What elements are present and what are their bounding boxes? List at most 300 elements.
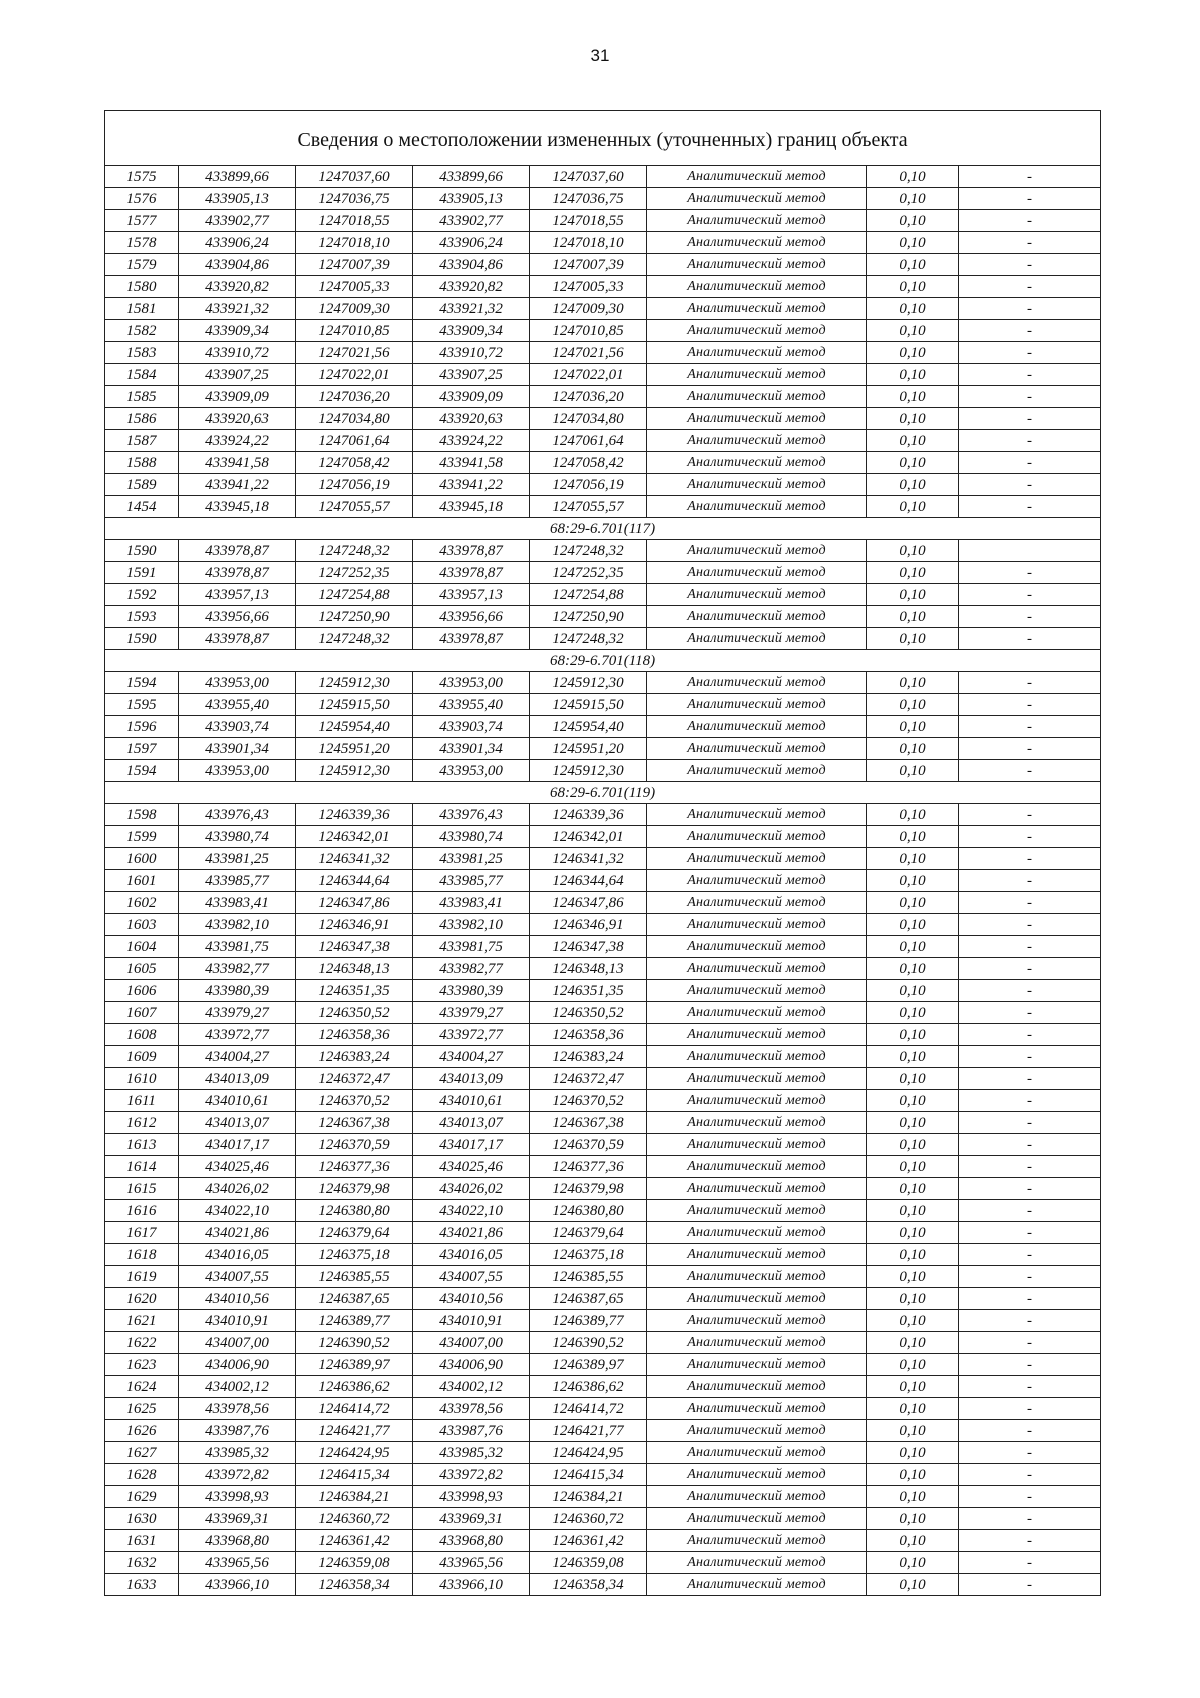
accuracy-cell: 0,10 [867,188,959,210]
x-new-cell: 433978,87 [413,628,530,650]
point-number-cell: 1609 [105,1046,179,1068]
y-old-cell: 1246348,13 [296,958,413,980]
note-cell: - [959,1398,1101,1420]
point-number-cell: 1577 [105,210,179,232]
y-new-cell: 1245951,20 [530,738,647,760]
note-cell: - [959,1332,1101,1354]
x-old-cell: 433982,10 [179,914,296,936]
y-old-cell: 1247021,56 [296,342,413,364]
method-cell: Аналитический метод [647,210,867,232]
x-old-cell: 434007,00 [179,1332,296,1354]
method-cell: Аналитический метод [647,606,867,628]
method-cell: Аналитический метод [647,1222,867,1244]
accuracy-cell: 0,10 [867,848,959,870]
table-row [105,1288,1101,1310]
note-cell: - [959,298,1101,320]
y-new-cell: 1247018,10 [530,232,647,254]
table-row [105,606,1101,628]
x-new-cell: 433920,82 [413,276,530,298]
y-new-cell: 1245954,40 [530,716,647,738]
note-cell: - [959,606,1101,628]
x-old-cell: 434010,61 [179,1090,296,1112]
method-cell: Аналитический метод [647,892,867,914]
y-old-cell: 1247018,10 [296,232,413,254]
x-new-cell: 433985,32 [413,1442,530,1464]
point-number-cell: 1594 [105,760,179,782]
x-new-cell: 433906,24 [413,232,530,254]
x-old-cell: 433941,22 [179,474,296,496]
point-number-cell: 1610 [105,1068,179,1090]
y-old-cell: 1246344,64 [296,870,413,892]
table-row [105,1552,1101,1574]
note-cell: - [959,452,1101,474]
point-number-cell: 1587 [105,430,179,452]
y-old-cell: 1247022,01 [296,364,413,386]
point-number-cell: 1592 [105,584,179,606]
table-row [105,452,1101,474]
accuracy-cell: 0,10 [867,958,959,980]
accuracy-cell: 0,10 [867,474,959,496]
point-number-cell: 1596 [105,716,179,738]
point-number-cell: 1590 [105,540,179,562]
table-row [105,1442,1101,1464]
x-old-cell: 433972,82 [179,1464,296,1486]
y-old-cell: 1246415,34 [296,1464,413,1486]
method-cell: Аналитический метод [647,496,867,518]
accuracy-cell: 0,10 [867,254,959,276]
method-cell: Аналитический метод [647,1266,867,1288]
note-cell: - [959,166,1101,188]
accuracy-cell: 0,10 [867,1486,959,1508]
x-new-cell: 433972,82 [413,1464,530,1486]
accuracy-cell: 0,10 [867,1442,959,1464]
table-title: Сведения о местоположении измененных (уточненных) границ объекта [105,111,1101,166]
method-cell: Аналитический метод [647,1486,867,1508]
accuracy-cell: 0,10 [867,540,959,562]
x-old-cell: 433969,31 [179,1508,296,1530]
method-cell: Аналитический метод [647,430,867,452]
x-new-cell: 434007,55 [413,1266,530,1288]
table-row [105,1112,1101,1134]
y-old-cell: 1246389,97 [296,1354,413,1376]
method-cell: Аналитический метод [647,452,867,474]
y-new-cell: 1246377,36 [530,1156,647,1178]
point-number-cell: 1619 [105,1266,179,1288]
y-old-cell: 1246361,42 [296,1530,413,1552]
method-cell: Аналитический метод [647,342,867,364]
accuracy-cell: 0,10 [867,1156,959,1178]
note-cell: - [959,276,1101,298]
note-cell: - [959,408,1101,430]
method-cell: Аналитический метод [647,1354,867,1376]
table-row [105,1090,1101,1112]
method-cell: Аналитический метод [647,826,867,848]
x-old-cell: 433978,56 [179,1398,296,1420]
table-row [105,540,1101,562]
method-cell: Аналитический метод [647,1442,867,1464]
x-new-cell: 433907,25 [413,364,530,386]
note-cell: - [959,386,1101,408]
y-old-cell: 1246342,01 [296,826,413,848]
x-new-cell: 433899,66 [413,166,530,188]
x-old-cell: 434021,86 [179,1222,296,1244]
y-new-cell: 1247037,60 [530,166,647,188]
y-new-cell: 1247007,39 [530,254,647,276]
accuracy-cell: 0,10 [867,760,959,782]
point-number-cell: 1578 [105,232,179,254]
y-old-cell: 1246351,35 [296,980,413,1002]
method-cell: Аналитический метод [647,1464,867,1486]
method-cell: Аналитический метод [647,408,867,430]
x-new-cell: 434022,10 [413,1200,530,1222]
x-old-cell: 433953,00 [179,672,296,694]
note-cell: - [959,694,1101,716]
method-cell: Аналитический метод [647,254,867,276]
x-new-cell: 433983,41 [413,892,530,914]
x-new-cell: 433953,00 [413,760,530,782]
x-old-cell: 433910,72 [179,342,296,364]
y-old-cell: 1247055,57 [296,496,413,518]
point-number-cell: 1575 [105,166,179,188]
x-old-cell: 433978,87 [179,628,296,650]
table-row [105,914,1101,936]
accuracy-cell: 0,10 [867,1068,959,1090]
y-old-cell: 1246390,52 [296,1332,413,1354]
method-cell: Аналитический метод [647,1376,867,1398]
x-old-cell: 434007,55 [179,1266,296,1288]
note-cell: - [959,936,1101,958]
table-row [105,430,1101,452]
x-new-cell: 433968,80 [413,1530,530,1552]
method-cell: Аналитический метод [647,188,867,210]
table-row [105,1134,1101,1156]
table-row [105,188,1101,210]
method-cell: Аналитический метод [647,1024,867,1046]
note-cell: - [959,870,1101,892]
y-new-cell: 1247248,32 [530,540,647,562]
note-cell: - [959,1552,1101,1574]
x-old-cell: 433982,77 [179,958,296,980]
table-row [105,1222,1101,1244]
x-new-cell: 433982,77 [413,958,530,980]
table-row [105,496,1101,518]
note-cell: - [959,342,1101,364]
table-row [105,892,1101,914]
accuracy-cell: 0,10 [867,1244,959,1266]
y-old-cell: 1246339,36 [296,804,413,826]
table-row [105,1486,1101,1508]
x-new-cell: 433953,00 [413,672,530,694]
y-new-cell: 1246351,35 [530,980,647,1002]
table-row [105,628,1101,650]
group-label: 68:29-6.701(119) [105,782,1101,804]
y-old-cell: 1246386,62 [296,1376,413,1398]
note-cell: - [959,496,1101,518]
accuracy-cell: 0,10 [867,1420,959,1442]
table-row [105,826,1101,848]
note-cell: - [959,430,1101,452]
table-row [105,166,1101,188]
method-cell: Аналитический метод [647,1508,867,1530]
accuracy-cell: 0,10 [867,320,959,342]
y-new-cell: 1246383,24 [530,1046,647,1068]
accuracy-cell: 0,10 [867,210,959,232]
method-cell: Аналитический метод [647,1310,867,1332]
x-old-cell: 433945,18 [179,496,296,518]
point-number-cell: 1605 [105,958,179,980]
table-row [105,364,1101,386]
note-cell: - [959,232,1101,254]
y-old-cell: 1246370,52 [296,1090,413,1112]
note-cell: - [959,320,1101,342]
x-old-cell: 433980,74 [179,826,296,848]
point-number-cell: 1613 [105,1134,179,1156]
accuracy-cell: 0,10 [867,1222,959,1244]
y-new-cell: 1246379,64 [530,1222,647,1244]
table-row [105,1376,1101,1398]
point-number-cell: 1632 [105,1552,179,1574]
x-new-cell: 434010,61 [413,1090,530,1112]
table-row [105,386,1101,408]
note-cell: - [959,958,1101,980]
method-cell: Аналитический метод [647,1552,867,1574]
accuracy-cell: 0,10 [867,1530,959,1552]
accuracy-cell: 0,10 [867,1552,959,1574]
note-cell: - [959,584,1101,606]
x-new-cell: 433956,66 [413,606,530,628]
note-cell: - [959,1574,1101,1596]
accuracy-cell: 0,10 [867,1398,959,1420]
y-old-cell: 1247007,39 [296,254,413,276]
y-old-cell: 1246372,47 [296,1068,413,1090]
accuracy-cell: 0,10 [867,826,959,848]
point-number-cell: 1612 [105,1112,179,1134]
table-row [105,298,1101,320]
table-row [105,870,1101,892]
note-cell: - [959,672,1101,694]
point-number-cell: 1583 [105,342,179,364]
accuracy-cell: 0,10 [867,408,959,430]
group-label: 68:29-6.701(117) [105,518,1101,540]
y-new-cell: 1246415,34 [530,1464,647,1486]
x-new-cell: 433978,56 [413,1398,530,1420]
x-new-cell: 433981,75 [413,936,530,958]
note-cell: - [959,1178,1101,1200]
x-old-cell: 434013,09 [179,1068,296,1090]
method-cell: Аналитический метод [647,1090,867,1112]
method-cell: Аналитический метод [647,980,867,1002]
x-new-cell: 433987,76 [413,1420,530,1442]
note-cell: - [959,980,1101,1002]
method-cell: Аналитический метод [647,914,867,936]
table-row [105,936,1101,958]
table-row [105,1244,1101,1266]
note-cell: - [959,760,1101,782]
method-cell: Аналитический метод [647,1178,867,1200]
note-cell [959,540,1101,562]
y-new-cell: 1245912,30 [530,672,647,694]
x-old-cell: 433955,40 [179,694,296,716]
note-cell: - [959,1068,1101,1090]
point-number-cell: 1627 [105,1442,179,1464]
y-new-cell: 1246367,38 [530,1112,647,1134]
x-new-cell: 433909,34 [413,320,530,342]
point-number-cell: 1586 [105,408,179,430]
x-new-cell: 433905,13 [413,188,530,210]
y-new-cell: 1246389,77 [530,1310,647,1332]
y-old-cell: 1246414,72 [296,1398,413,1420]
x-new-cell: 433998,93 [413,1486,530,1508]
table-row [105,1002,1101,1024]
table-row [105,1574,1101,1596]
accuracy-cell: 0,10 [867,1200,959,1222]
x-old-cell: 433899,66 [179,166,296,188]
x-new-cell: 434010,56 [413,1288,530,1310]
x-old-cell: 433981,25 [179,848,296,870]
method-cell: Аналитический метод [647,694,867,716]
point-number-cell: 1618 [105,1244,179,1266]
accuracy-cell: 0,10 [867,584,959,606]
x-old-cell: 433920,82 [179,276,296,298]
x-old-cell: 433921,32 [179,298,296,320]
table-row [105,1310,1101,1332]
x-old-cell: 434013,07 [179,1112,296,1134]
method-cell: Аналитический метод [647,936,867,958]
x-new-cell: 434021,86 [413,1222,530,1244]
x-new-cell: 433965,56 [413,1552,530,1574]
y-new-cell: 1246375,18 [530,1244,647,1266]
x-new-cell: 433902,77 [413,210,530,232]
method-cell: Аналитический метод [647,1288,867,1310]
note-cell: - [959,826,1101,848]
x-new-cell: 433921,32 [413,298,530,320]
y-old-cell: 1246379,98 [296,1178,413,1200]
point-number-cell: 1603 [105,914,179,936]
method-cell: Аналитический метод [647,870,867,892]
point-number-cell: 1623 [105,1354,179,1376]
point-number-cell: 1620 [105,1288,179,1310]
method-cell: Аналитический метод [647,1200,867,1222]
accuracy-cell: 0,10 [867,1046,959,1068]
note-cell: - [959,1046,1101,1068]
table-body [105,166,1101,1596]
method-cell: Аналитический метод [647,562,867,584]
x-new-cell: 433941,22 [413,474,530,496]
table-row [105,1332,1101,1354]
accuracy-cell: 0,10 [867,276,959,298]
accuracy-cell: 0,10 [867,694,959,716]
point-number-cell: 1629 [105,1486,179,1508]
note-cell: - [959,1288,1101,1310]
accuracy-cell: 0,10 [867,1288,959,1310]
y-old-cell: 1246346,91 [296,914,413,936]
accuracy-cell: 0,10 [867,386,959,408]
point-number-cell: 1581 [105,298,179,320]
x-new-cell: 433985,77 [413,870,530,892]
x-old-cell: 433978,87 [179,562,296,584]
x-new-cell: 434006,90 [413,1354,530,1376]
accuracy-cell: 0,10 [867,1354,959,1376]
y-new-cell: 1247055,57 [530,496,647,518]
x-old-cell: 434022,10 [179,1200,296,1222]
x-new-cell: 433941,58 [413,452,530,474]
table-row [105,1200,1101,1222]
x-new-cell: 433979,27 [413,1002,530,1024]
x-old-cell: 433985,32 [179,1442,296,1464]
note-cell: - [959,364,1101,386]
y-new-cell: 1246358,34 [530,1574,647,1596]
x-old-cell: 433924,22 [179,430,296,452]
x-new-cell: 433909,09 [413,386,530,408]
method-cell: Аналитический метод [647,276,867,298]
y-new-cell: 1247021,56 [530,342,647,364]
y-new-cell: 1247009,30 [530,298,647,320]
x-new-cell: 433903,74 [413,716,530,738]
point-number-cell: 1593 [105,606,179,628]
method-cell: Аналитический метод [647,1068,867,1090]
point-number-cell: 1601 [105,870,179,892]
table-row [105,1178,1101,1200]
accuracy-cell: 0,10 [867,298,959,320]
y-old-cell: 1245954,40 [296,716,413,738]
table-row [105,760,1101,782]
y-old-cell: 1245915,50 [296,694,413,716]
point-number-cell: 1585 [105,386,179,408]
accuracy-cell: 0,10 [867,1002,959,1024]
method-cell: Аналитический метод [647,716,867,738]
y-new-cell: 1247005,33 [530,276,647,298]
method-cell: Аналитический метод [647,1420,867,1442]
note-cell: - [959,1222,1101,1244]
y-old-cell: 1246377,36 [296,1156,413,1178]
point-number-cell: 1602 [105,892,179,914]
point-number-cell: 1595 [105,694,179,716]
y-old-cell: 1246424,95 [296,1442,413,1464]
note-cell: - [959,1024,1101,1046]
x-old-cell: 433909,34 [179,320,296,342]
table-row [105,958,1101,980]
x-old-cell: 433957,13 [179,584,296,606]
point-number-cell: 1624 [105,1376,179,1398]
point-number-cell: 1630 [105,1508,179,1530]
group-header-row [105,518,1101,540]
point-number-cell: 1600 [105,848,179,870]
note-cell: - [959,1420,1101,1442]
y-old-cell: 1246380,80 [296,1200,413,1222]
x-old-cell: 433920,63 [179,408,296,430]
method-cell: Аналитический метод [647,672,867,694]
note-cell: - [959,914,1101,936]
x-new-cell: 434013,07 [413,1112,530,1134]
note-cell: - [959,738,1101,760]
accuracy-cell: 0,10 [867,1574,959,1596]
note-cell: - [959,1200,1101,1222]
x-new-cell: 434025,46 [413,1156,530,1178]
x-new-cell: 434016,05 [413,1244,530,1266]
table-row [105,232,1101,254]
y-new-cell: 1245912,30 [530,760,647,782]
x-old-cell: 434026,02 [179,1178,296,1200]
x-new-cell: 434002,12 [413,1376,530,1398]
x-old-cell: 434010,56 [179,1288,296,1310]
table-row [105,1508,1101,1530]
table-row [105,1354,1101,1376]
accuracy-cell: 0,10 [867,606,959,628]
accuracy-cell: 0,10 [867,342,959,364]
y-old-cell: 1246358,34 [296,1574,413,1596]
note-cell: - [959,254,1101,276]
y-new-cell: 1246341,32 [530,848,647,870]
